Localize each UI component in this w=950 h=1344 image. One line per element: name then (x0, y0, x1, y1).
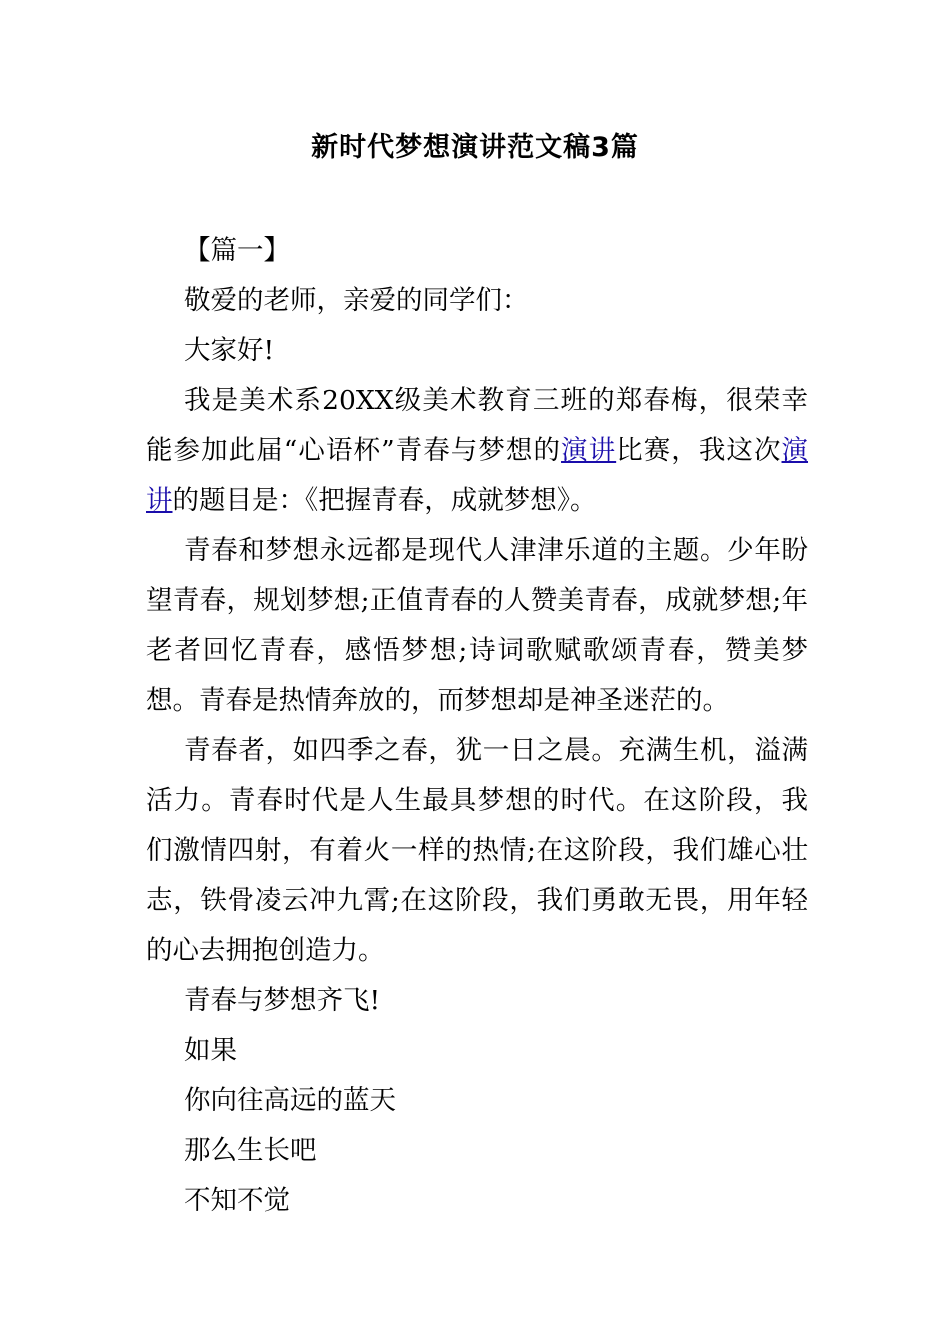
greeting: 大家好! (184, 335, 275, 366)
poem-line: 那么生长吧 (184, 1135, 317, 1166)
poem-line: 青春与梦想齐飞! (184, 985, 381, 1016)
paragraph-intro (146, 376, 808, 526)
paragraph-theme: 青春和梦想永远都是现代人津津乐道的主题。少年盼望青春，规划梦想;正值青春的人赞美青春，成就梦想;年老者回忆青春，感悟梦想;诗词歌赋歌颂青春，赞美梦想。青春是热情奔放的，而梦想却是神圣迷茫的。 (146, 535, 808, 716)
poem-line: 你向往高远的蓝天 (184, 1085, 396, 1116)
paragraph-intro-text-1: 我是美术系20XX级美术教育三班的郑春梅，很荣幸能参加此届“心语杯”青春与梦想的 (146, 385, 808, 466)
speech-link-2[interactable]: 演讲 (146, 435, 809, 516)
speech-link-1[interactable]: 演讲 (561, 435, 617, 466)
paragraph-intro-text-2: 比赛，我这次 (616, 435, 782, 466)
section-label: 【篇一】 (184, 235, 290, 266)
paragraph-intro-text-3: 的题目是：《把握青春，成就梦想》。 (172, 485, 597, 516)
paragraph-youth: 青春者，如四季之春，犹一日之晨。充满生机，溢满活力。青春时代是人生最具梦想的时代。在这阶段，我们激情四射，有着火一样的热情;在这阶段，我们雄心壮志，铁骨凌云冲九霄;在这阶段，我们勇敢无畏，用年轻的心去拥抱创造力。 (146, 735, 808, 966)
document-body (146, 226, 808, 1226)
document-title: 新时代梦想演讲范文稿3篇 (311, 132, 639, 163)
poem-line: 如果 (184, 1035, 237, 1066)
salutation: 敬爱的老师，亲爱的同学们： (184, 285, 529, 316)
poem-line: 不知不觉 (184, 1185, 290, 1216)
